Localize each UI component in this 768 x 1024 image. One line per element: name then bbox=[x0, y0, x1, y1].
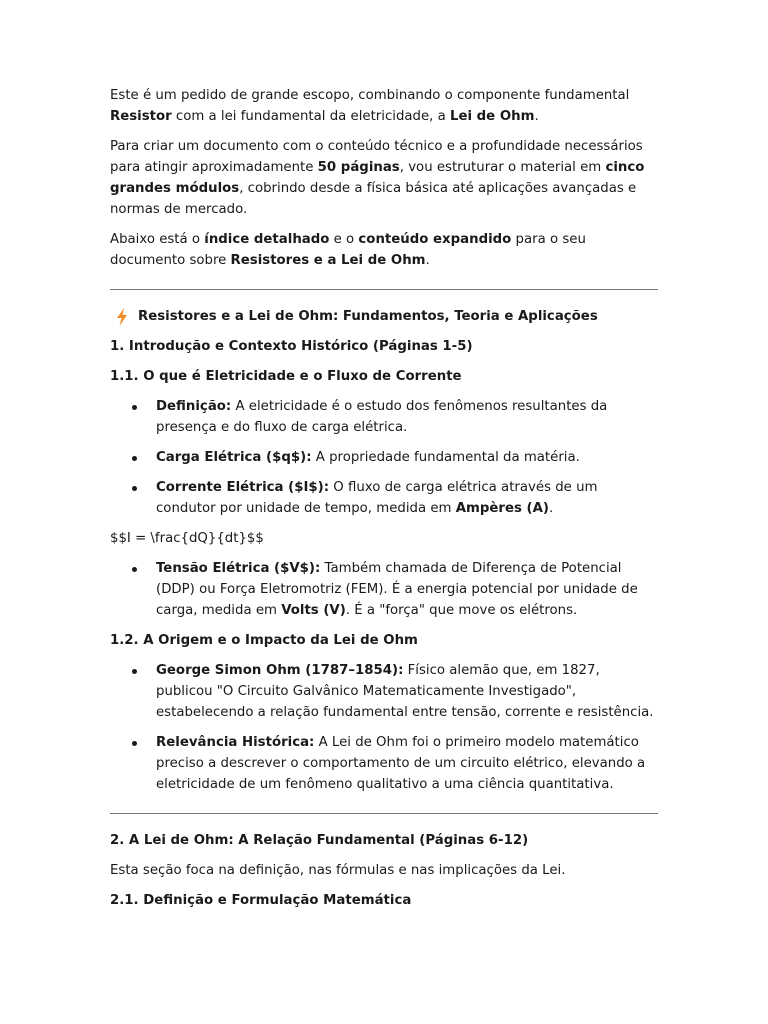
intro-text: . bbox=[534, 109, 539, 124]
intro-text: para o seu documento sobre bbox=[110, 232, 586, 268]
list-item bbox=[110, 660, 658, 723]
bold-term: Lei de Ohm bbox=[449, 109, 535, 124]
bullet-dot bbox=[132, 405, 137, 410]
formula: $$I = \frac{dQ}{dt}$$ bbox=[110, 531, 264, 546]
intro-text: Para criar um documento com o conteúdo técnico e a profundidade necessários para atingir aproximadamente bbox=[110, 139, 643, 175]
bold-term: 50 páginas bbox=[317, 160, 400, 175]
section-2-1-heading: 2.1. Definição e Formulação Matemática bbox=[110, 893, 412, 908]
intro-text: . bbox=[425, 253, 430, 268]
list-item-text: A eletricidade é o estudo dos fenômenos resultantes da presença e do fluxo de carga elétrica. bbox=[156, 399, 608, 435]
bullet-dot bbox=[132, 741, 137, 746]
intro-paragraph-2 bbox=[110, 136, 658, 220]
section-1-1-heading: 1.1. O que é Eletricidade e o Fluxo de Corrente bbox=[110, 369, 462, 384]
document-title-text: Resistores e a Lei de Ohm: Fundamentos, Teoria e Aplicações bbox=[138, 309, 598, 324]
list-item-text: Físico alemão que, em 1827, publicou "O Circuito Galvânico Matematicamente Investigado", estabelecendo a relação fundamental entre tensão, corrente e resistência. bbox=[156, 663, 654, 720]
bullet-dot bbox=[132, 456, 137, 461]
list-item-text: O fluxo de carga elétrica através de um condutor por unidade de tempo, medida em bbox=[156, 480, 598, 516]
section-2-heading: 2. A Lei de Ohm: A Relação Fundamental (Páginas 6-12) bbox=[110, 833, 529, 848]
list-item-text: Também chamada de Diferença de Potencial (DDP) ou Força Eletromotriz (FEM). É a energia potencial por unidade de carga, medida em bbox=[156, 561, 638, 618]
list-item bbox=[110, 732, 658, 795]
section-1-heading: 1. Introdução e Contexto Histórico (Páginas 1-5) bbox=[110, 339, 473, 354]
bold-term: cinco grandes módulos bbox=[110, 160, 645, 196]
intro-paragraph-1 bbox=[110, 85, 658, 127]
bold-term: Relevância Histórica: bbox=[156, 735, 315, 750]
intro-paragraph-3 bbox=[110, 229, 658, 271]
bold-term: Resistor bbox=[110, 109, 172, 124]
bold-term: George Simon Ohm (1787–1854): bbox=[156, 663, 404, 678]
list-item-text: A propriedade fundamental da matéria. bbox=[311, 450, 580, 465]
intro-text: , vou estruturar o material em bbox=[399, 160, 606, 175]
bullet-dot bbox=[132, 669, 137, 674]
bullet-list bbox=[110, 558, 658, 621]
bullet-dot bbox=[132, 567, 137, 572]
bold-term: Tensão Elétrica ($V$): bbox=[156, 561, 321, 576]
list-item bbox=[110, 447, 658, 468]
bullet-list bbox=[110, 396, 658, 519]
bold-term: Corrente Elétrica ($I$): bbox=[156, 480, 330, 495]
intro-text: e o bbox=[329, 232, 359, 247]
list-item bbox=[110, 396, 658, 438]
document-title bbox=[110, 306, 658, 327]
bold-term: Ampères (A) bbox=[455, 501, 549, 516]
bold-term: Definição: bbox=[156, 399, 232, 414]
list-item bbox=[110, 477, 658, 519]
bold-term: Resistores e a Lei de Ohm bbox=[230, 253, 426, 268]
intro-text: , cobrindo desde a física básica até aplicações avançadas e normas de mercado. bbox=[110, 181, 637, 217]
document-page bbox=[110, 85, 658, 920]
lightning-bolt-icon bbox=[115, 308, 129, 326]
section-divider bbox=[110, 813, 658, 814]
intro-text: Este é um pedido de grande escopo, combinando o componente fundamental bbox=[110, 88, 630, 103]
intro-text: com a lei fundamental da eletricidade, a bbox=[171, 109, 450, 124]
bullet-dot bbox=[132, 486, 137, 491]
list-item-text: . bbox=[548, 501, 554, 516]
intro-text: Abaixo está o bbox=[110, 232, 205, 247]
section-divider bbox=[110, 289, 658, 290]
bold-term: Carga Elétrica ($q$): bbox=[156, 450, 312, 465]
bullet-list bbox=[110, 660, 658, 795]
list-item-text: . É a "força" que move os elétrons. bbox=[345, 603, 578, 618]
section-2-intro: Esta seção foca na definição, nas fórmulas e nas implicações da Lei. bbox=[110, 863, 566, 878]
section-1-2-heading: 1.2. A Origem e o Impacto da Lei de Ohm bbox=[110, 633, 418, 648]
bold-term: conteúdo expandido bbox=[358, 232, 512, 247]
list-item bbox=[110, 558, 658, 621]
bold-term: índice detalhado bbox=[204, 232, 330, 247]
bold-term: Volts (V) bbox=[281, 603, 346, 618]
list-item-text: A Lei de Ohm foi o primeiro modelo matemático preciso a descrever o comportamento de um circuito elétrico, elevando a eletricidade de um fenômeno qualitativo a uma ciência quantitativa. bbox=[156, 735, 646, 792]
